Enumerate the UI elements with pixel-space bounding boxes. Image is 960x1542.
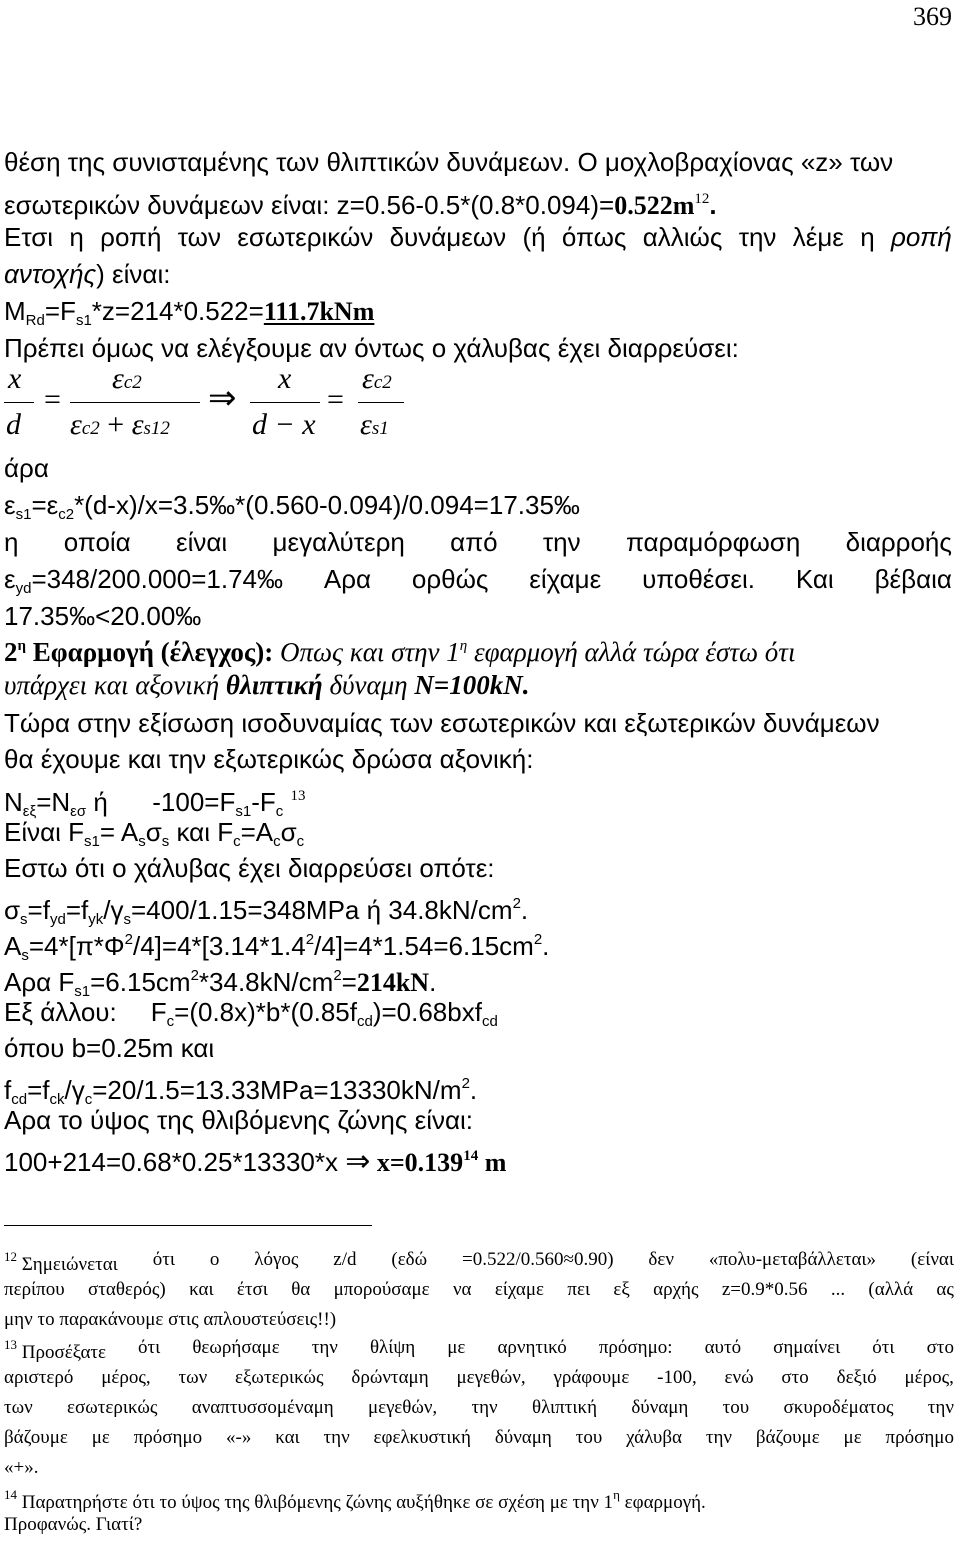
text-line-justified — [4, 222, 952, 253]
word: οποία — [63, 527, 131, 557]
word: βέβαια — [874, 564, 952, 594]
formula-eps: εs1 — [360, 408, 389, 441]
fraction-bar — [4, 402, 34, 403]
word: την — [542, 527, 581, 557]
text: N=100kN. — [414, 670, 530, 700]
footnote-text-line: αριστερό μέρος, των εξωτερικώς δρώνταμη μεγεθών, γράφουμε -100, ενώ στο δεξιό μέρος, — [4, 1367, 954, 1388]
word: δυνάμεων — [389, 222, 507, 252]
footnote-text-line: βάζουμε με πρόσημο «-» και την εφελκυστική δύναμη του χάλυβα την βάζουμε με πρόσημο — [4, 1427, 954, 1448]
footnote-text-line: των εσωτερικώς αναπτυσσομέναμη μεγεθών, την θλιπτική δύναμη του σκυροδέματος την — [4, 1397, 954, 1418]
formula-d-minus-x: d − x — [252, 408, 316, 441]
word: ορθώς — [411, 564, 489, 594]
text: υπάρχει και αξονική — [4, 670, 226, 700]
subscript: s1 — [75, 312, 92, 329]
text-line-justified — [4, 564, 952, 597]
heading-title: Εφαρμογή (έλεγχος): — [32, 637, 274, 667]
x-result: x=0.139 — [370, 1148, 464, 1177]
word: (ή — [522, 222, 546, 252]
word: από — [450, 527, 498, 557]
implies-arrow: ⇒ — [208, 380, 237, 417]
text-line: $\sigma_s=f_{yd}=f_{yk}/\gamma_s=400/1.15=348MPa$ ή $34.8kN/cm^2$. — [4, 895, 529, 928]
footnote-ref: 13 — [290, 788, 306, 804]
text: =F — [44, 296, 76, 326]
moment-result: 111.7kNm — [263, 297, 375, 326]
application-heading: $2^\eta$ Εφαρμογή (έλεγχος): Οπως και στην $1^\eta$ εφαρμογή αλλά τώρα έστω ότι — [4, 637, 796, 667]
footnote-14: $^{14}$ Παρατηρήστε ότι το ύψος της θλιβόμενης ζώνης αυξήθηκε σε σχέση με την $1^\eta$ εφαρμογή. — [4, 1487, 706, 1513]
text: . — [709, 190, 717, 220]
word: είναι — [176, 527, 228, 557]
word: αλλιώς — [642, 222, 723, 252]
footnote-separator — [4, 1225, 372, 1226]
word: η — [4, 527, 19, 557]
text: 2 — [4, 637, 18, 667]
word: όπως — [561, 222, 627, 252]
text: *(d-x)/x=3.5‰*(0.560-0.094)/0.094=17.35‰ — [74, 490, 580, 520]
word: Και — [795, 564, 834, 594]
text-line: Τώρα στην εξίσωση ισοδυναμίας των εσωτερικών και εξωτερικών δυνάμεων — [4, 708, 880, 738]
word: των — [177, 222, 221, 252]
formula-x: x — [8, 362, 22, 395]
fraction-bar — [358, 402, 404, 403]
word: εσωτερικών — [237, 222, 374, 252]
footnote-text-line: «+». — [4, 1457, 39, 1478]
footnote-text-line: Προφανώς. Γιατί? — [4, 1514, 143, 1535]
footnote-text-line: περίπου σταθερός) και έτσι θα μπορούσαμε να είχαμε πει εξ αρχής z=0.9*0.56 ... (αλλά ας — [4, 1279, 954, 1300]
word: παραμόρφωση — [625, 527, 801, 557]
word: είχαμε — [529, 564, 602, 594]
page-number: 369 — [913, 2, 952, 31]
text: Οπως και στην 1 — [279, 637, 460, 667]
text-line: Εξ άλλου: $F_c=(0.8x)*b*(0.85f_{cd})=0.68bxf_{cd}$ — [4, 997, 498, 1030]
footnote-12: $^{12}$ Σημειώνεται ότι ο λόγος z/d (εδώ =0.522/0.560≈0.90) δεν «πολυ-μεταβάλλεται» (είναι — [4, 1249, 954, 1275]
text-line: $N_{\varepsilon\xi}=N_{\varepsilon\sigma}$ ή $-100=F_{s1}-F_c$ $^{13}$ — [4, 787, 306, 820]
text-line: Αρα $F_{s1}=6.15cm^2*34.8kN/cm^2=214kN$. — [4, 967, 437, 1000]
text-line — [4, 184, 717, 221]
word: την — [738, 222, 777, 252]
formula-eps: εc2 — [112, 362, 142, 395]
text-line: θα έχουμε και την εξωτερικώς δρώσα αξονική: — [4, 744, 534, 774]
word: η — [860, 222, 875, 252]
text: $\varepsilon_{yd}=348/200.000=1.74‰$ — [4, 564, 283, 597]
word: Ετσι — [4, 222, 54, 252]
text: =ε — [31, 490, 59, 520]
text-line: 100+214=0.68*0.25*13330*x ⇒ $x=0.139^{14}$ m — [4, 1145, 507, 1178]
text-line — [4, 670, 529, 700]
text-line: $f_{cd}=f_{ck}/\gamma_c=20/1.5=13.33MPa=13330kN/m^2$. — [4, 1075, 478, 1108]
footnote-ref: 12 — [694, 191, 710, 207]
text-line: Πρέπει όμως να ελέγξουμε αν όντως ο χάλυβας έχει διαρρεύσει: — [4, 333, 739, 363]
text-line: Εστω ότι ο χάλυβας έχει διαρρεύσει οπότε: — [4, 853, 495, 883]
footnote-13: $^{13}$ Προσέξατε ότι θεωρήσαμε την θλίψη με αρνητικό πρόσημο: αυτό σημαίνει ότι στο — [4, 1337, 954, 1363]
subscript: s1 — [15, 506, 32, 523]
text-line: $A_s=4*[\pi*\Phi^2/4]=4*[3.14*1.4^2/4]=4*1.54=6.15cm^2$. — [4, 931, 550, 964]
text-line: 17.35‰<20.00‰ — [4, 601, 202, 631]
text-line: Αρα το ύψος της θλιβόμενης ζώνης είναι: — [4, 1105, 474, 1135]
text: θλιπτική — [225, 670, 323, 700]
text-line — [4, 490, 580, 530]
implies-arrow: ⇒ — [345, 1145, 371, 1178]
text: αντοχής — [4, 259, 97, 289]
force-result: 214kN — [356, 968, 430, 997]
text-line — [4, 296, 374, 336]
text: ) είναι: — [96, 259, 171, 289]
text-line-justified — [4, 527, 952, 558]
fraction-bar — [70, 402, 200, 403]
text: δύναμη — [322, 670, 415, 700]
fraction-bar — [250, 402, 320, 403]
text: εφαρμογή αλλά τώρα έστω ότι — [473, 637, 796, 667]
subscript: Rd — [25, 312, 45, 329]
text: εσωτερικών δυνάμεων είναι: z=0.56-0.5*(0.8*0.094)= — [4, 190, 615, 220]
text: ε — [4, 490, 16, 520]
text: *z=214*0.522= — [91, 296, 264, 326]
formula-eps: εc2 — [362, 362, 392, 395]
formula-x: x — [278, 362, 292, 395]
text-line: Είναι $F_{s1}= A_s\sigma_s$ και $F_c=A_c\sigma_c$ — [4, 817, 305, 850]
text: M — [4, 296, 26, 326]
word: Αρα — [323, 564, 372, 594]
word: ροπή — [100, 222, 162, 252]
equals-sign: = — [327, 383, 344, 416]
word: ροπή — [891, 222, 952, 252]
word: διαρροής — [845, 527, 952, 557]
formula-d: d — [6, 408, 21, 441]
word: μεγαλύτερη — [272, 527, 405, 557]
text-line: άρα — [4, 453, 49, 483]
word: η — [69, 222, 84, 252]
formula-denominator: εc2 + εs12 — [70, 408, 170, 441]
subscript: c2 — [58, 506, 75, 523]
text-line: θέση της συνισταμένης των θλιπτικών δυνάμεων. Ο μοχλοβραχίονας «z» των — [4, 147, 894, 177]
z-value: 0.522m — [614, 191, 695, 220]
equals-sign: = — [44, 383, 61, 416]
footnote-text-line: μην το παρακάνουμε στις απλουστεύσεις!!) — [4, 1309, 337, 1330]
word: υποθέσει. — [642, 564, 756, 594]
text-line: όπου b=0.25m και — [4, 1033, 215, 1063]
word: λέμε — [792, 222, 844, 252]
text-line — [4, 259, 170, 289]
